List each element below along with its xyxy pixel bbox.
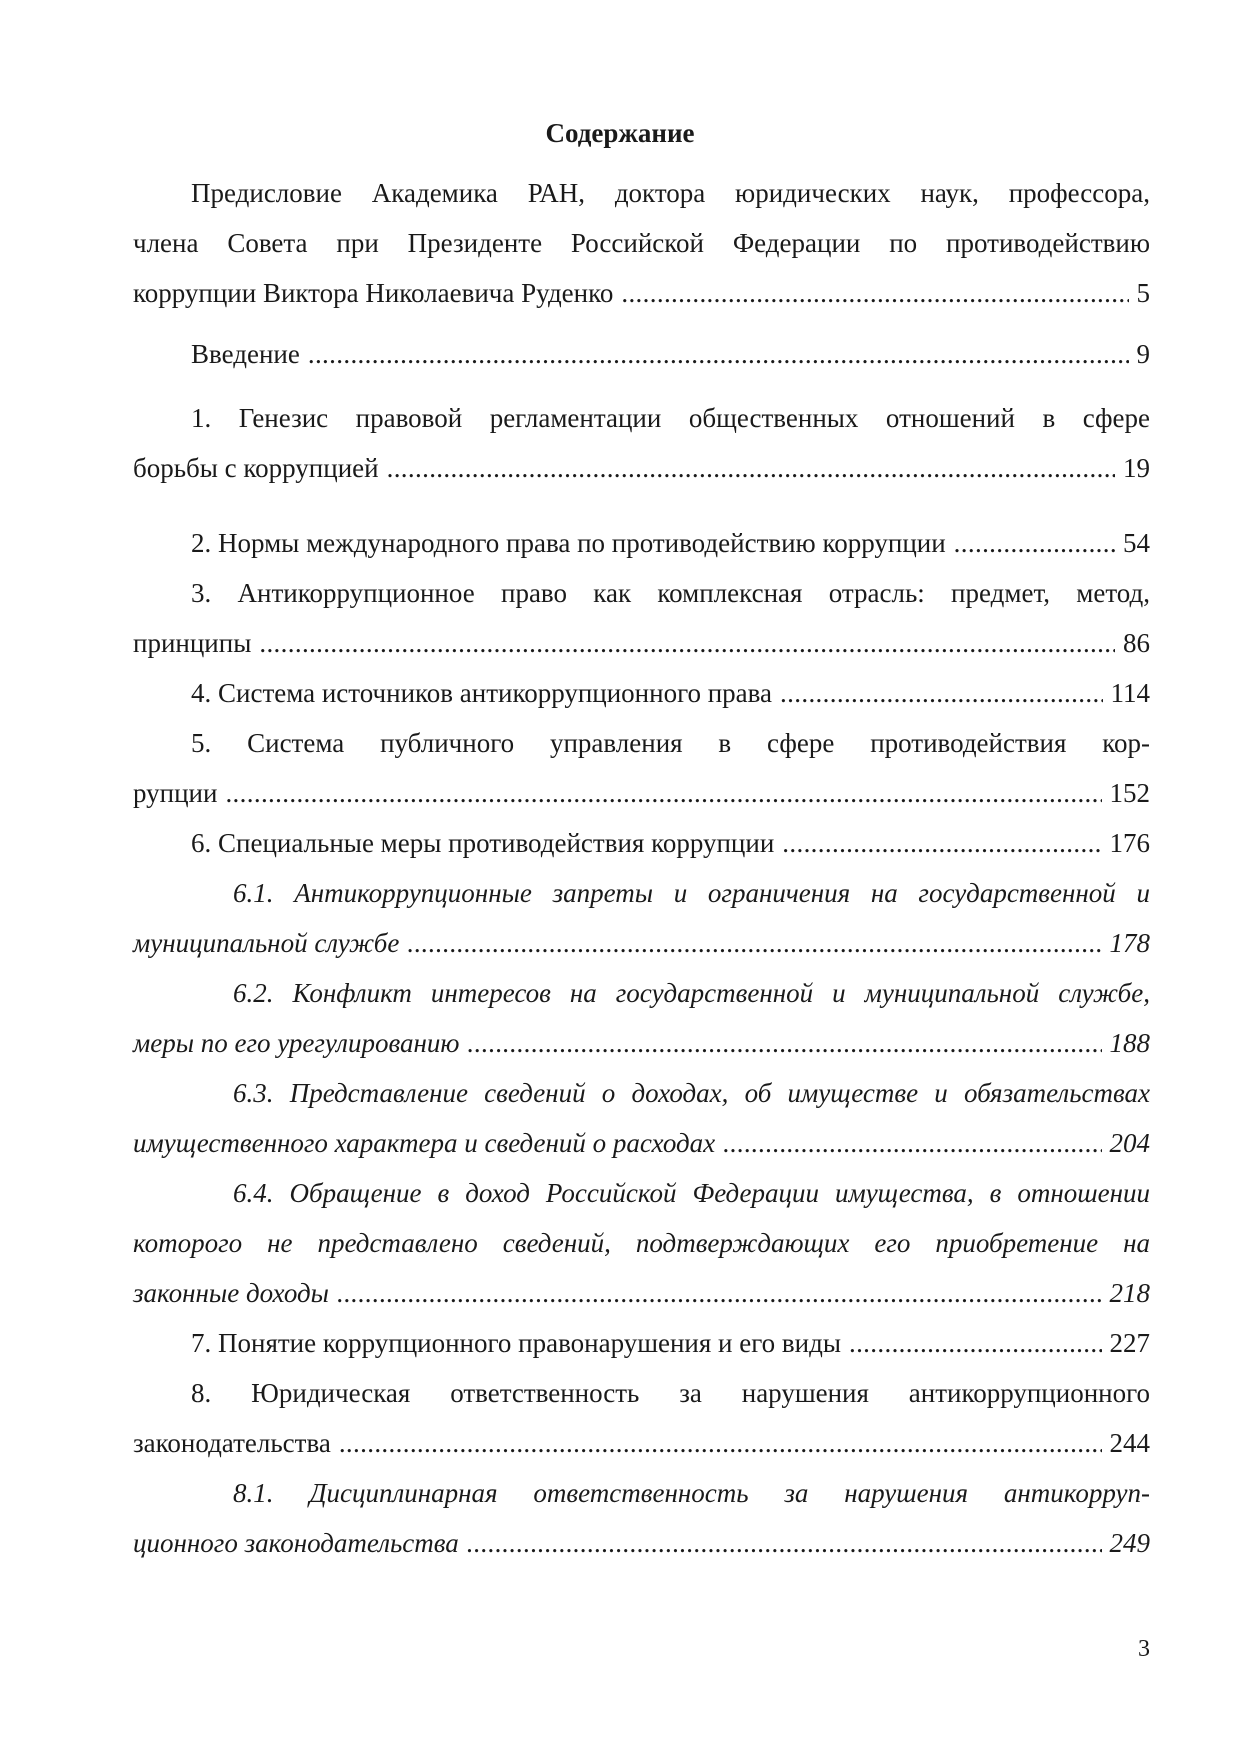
toc-page-number: 244 [1109, 1428, 1150, 1458]
toc-entry-label: Введение [191, 339, 300, 369]
toc-entry-section-6-4[interactable] [133, 1168, 1150, 1318]
toc-entry-chapter-7[interactable] [133, 1318, 1150, 1368]
toc-entry-line: 6.3. Представление сведений о доходах, об имуществе и обязательствах [233, 1078, 1150, 1108]
dot-leader [723, 1118, 1101, 1168]
toc-page-number: 176 [1109, 828, 1150, 858]
toc-entry-line: 6.4. Обращение в доход Российской Федерации имущества, в отношении [233, 1178, 1150, 1208]
toc-page-number: 54 [1123, 528, 1150, 558]
dot-leader [387, 443, 1115, 493]
toc-entry-chapter-1[interactable] [133, 393, 1150, 493]
dot-leader [849, 1318, 1102, 1368]
toc-entry-label: 4. Система источников антикоррупционного права [191, 678, 773, 708]
toc-entry-label: законодательства [133, 1428, 331, 1458]
toc-page-number: 19 [1123, 453, 1150, 483]
toc-entry-label: 7. Понятие коррупционного правонарушения и его виды [191, 1328, 841, 1358]
toc-page-number: 218 [1109, 1278, 1150, 1308]
toc-page-number: 5 [1136, 278, 1150, 308]
toc-entry-line: Предисловие Академика РАН, доктора юридических наук, профессора, [191, 178, 1150, 208]
page-title: Содержание [545, 118, 695, 148]
dot-leader [337, 1268, 1102, 1318]
toc-entry-chapter-6[interactable] [133, 818, 1150, 868]
toc-entry-label: ционного законодательства [133, 1528, 459, 1558]
toc-entry-line: 5. Система публичного управления в сфере противодействия кор- [191, 728, 1150, 758]
dot-leader [467, 1518, 1102, 1568]
toc-page-number: 249 [1109, 1528, 1150, 1558]
toc-entry-label: рупции [133, 778, 218, 808]
dot-leader [259, 618, 1115, 668]
toc-page-number: 9 [1136, 339, 1150, 369]
toc-page-number: 152 [1109, 778, 1150, 808]
dot-leader [225, 768, 1101, 818]
toc-entry-label: принципы [133, 628, 252, 658]
toc-entry-line: 1. Генезис правовой регламентации общественных отношений в сфере [191, 403, 1150, 433]
toc-entry-section-6-3[interactable] [133, 1068, 1150, 1168]
toc-entry-line: члена Совета при Президенте Российской Федерации по противодействию [133, 228, 1150, 258]
toc-entry-label: коррупции Виктора Николаевича Руденко [133, 278, 614, 308]
toc-entry-line: 6.2. Конфликт интересов на государственной и муниципальной службе, [233, 978, 1150, 1008]
dot-leader [339, 1418, 1102, 1468]
dot-leader [407, 918, 1101, 968]
toc-entry-section-6-2[interactable] [133, 968, 1150, 1068]
dot-leader [780, 668, 1102, 718]
toc-entry-chapter-3[interactable] [133, 568, 1150, 668]
toc-entry-label: законные доходы [133, 1278, 329, 1308]
dot-leader [782, 818, 1101, 868]
toc-entry-label: 6. Специальные меры противодействия коррупции [191, 828, 775, 858]
toc-entry-line: 8. Юридическая ответственность за нарушения антикоррупционного [191, 1378, 1150, 1408]
toc-entry-preface[interactable] [133, 168, 1150, 318]
toc-entry-section-6-1[interactable] [133, 868, 1150, 968]
toc-entry-section-8-1[interactable] [133, 1468, 1150, 1568]
dot-leader [954, 518, 1115, 568]
toc-page-number: 114 [1110, 678, 1150, 708]
toc-page-number: 178 [1109, 928, 1150, 958]
toc-page-number: 86 [1123, 628, 1150, 658]
dot-leader [621, 268, 1128, 318]
toc-entry-label: имущественного характера и сведений о расходах [133, 1128, 716, 1158]
toc-page-number: 227 [1109, 1328, 1150, 1358]
toc-page-number: 204 [1109, 1128, 1150, 1158]
dot-leader [467, 1018, 1101, 1068]
toc-entry-line: которого не представлено сведений, подтверждающих его приобретение на [133, 1228, 1150, 1258]
toc-entry-chapter-4[interactable] [133, 668, 1150, 718]
toc-entry-chapter-2[interactable] [133, 518, 1150, 568]
dot-leader [308, 329, 1129, 379]
toc-entry-label: 2. Нормы международного права по противодействию коррупции [191, 528, 946, 558]
toc-entry-chapter-5[interactable] [133, 718, 1150, 818]
toc-entry-line: 3. Антикоррупционное право как комплексная отрасль: предмет, метод, [191, 578, 1150, 608]
toc-entry-chapter-8[interactable] [133, 1368, 1150, 1468]
page-number: 3 [1138, 1636, 1150, 1662]
toc-page-number: 188 [1109, 1028, 1150, 1058]
toc-entry-line [133, 1468, 1150, 1518]
toc-entry-label: меры по его урегулированию [133, 1028, 460, 1058]
toc-entry-label: муниципальной службе [133, 928, 400, 958]
toc-entry-line: 6.1. Антикоррупционные запреты и ограничения на государственной и [233, 878, 1150, 908]
toc-entry-first-line: 8.1. Дисциплинарная ответственность за нарушения антикорруп- [233, 1478, 1150, 1508]
toc-entry-label: борьбы с коррупцией [133, 453, 379, 483]
toc-entry-introduction[interactable] [133, 329, 1150, 379]
